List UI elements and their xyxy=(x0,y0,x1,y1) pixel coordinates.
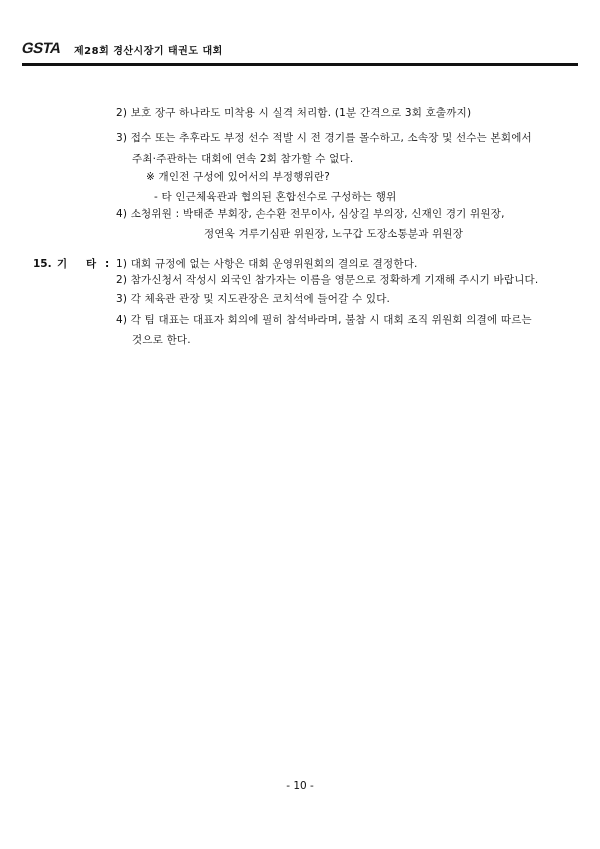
section-title-part2: 타 xyxy=(86,258,97,270)
rule-line-4-cont: 정연욱 겨루기심판 위원장, 노구갑 도장소통분과 위원장 xyxy=(204,228,464,240)
other-line-2: 2) 참가신청서 작성시 외국인 참가자는 이름을 영문으로 정확하게 기재해 주시기 바랍니다. xyxy=(116,274,539,286)
section-title-part1: 기 xyxy=(57,258,68,270)
page-header xyxy=(22,40,577,60)
header-title: 제28회 경산시장기 태권도 대회 xyxy=(74,46,223,57)
header-divider xyxy=(22,63,578,66)
gsta-logo: GSTA xyxy=(20,40,63,57)
rule-line-2: 2) 보호 장구 하나라도 미착용 시 실격 처리함. (1분 간격으로 3회 호출까지) xyxy=(116,107,472,119)
other-line-1: 1) 대회 규정에 없는 사항은 대회 운영위원회의 결의로 결정한다. xyxy=(116,258,418,270)
other-line-4-cont: 것으로 한다. xyxy=(132,334,191,346)
other-line-4: 4) 각 팀 대표는 대표자 회의에 필히 참석바라며, 불참 시 대회 조직 위원회 의결에 따르는 xyxy=(116,314,532,326)
rule-note-detail: - 타 인근체육관과 협의된 혼합선수로 구성하는 행위 xyxy=(154,191,397,203)
rule-line-3: 3) 접수 또는 추후라도 부정 선수 적발 시 전 경기를 몰수하고, 소속장 및 선수는 본회에서 xyxy=(116,132,532,144)
section-colon: : xyxy=(105,258,110,270)
rule-line-3-cont: 주최·주관하는 대회에 연속 2회 참가할 수 없다. xyxy=(132,153,354,165)
rule-line-4: 4) 소청위원 : 박태준 부회장, 손수환 전무이사, 심상길 부의장, 신재인 경기 위원장, xyxy=(116,208,505,220)
section-number: 15. xyxy=(33,258,52,270)
other-line-3: 3) 각 체육관 관장 및 지도관장은 코치석에 들어갈 수 있다. xyxy=(116,293,391,305)
page-number: - 10 - xyxy=(286,780,314,792)
rule-note: ※ 개인전 구성에 있어서의 부정행위란? xyxy=(146,171,331,183)
